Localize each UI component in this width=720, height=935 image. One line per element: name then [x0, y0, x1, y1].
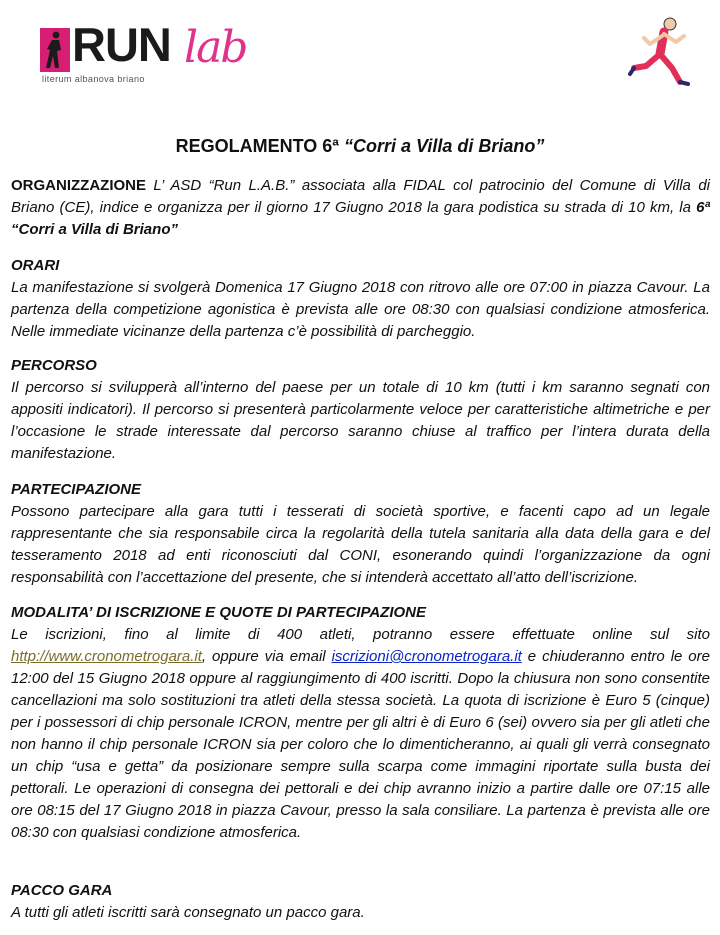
title-prefix: REGOLAMENTO 6ª	[175, 136, 344, 156]
iscrizione-text-before: Le iscrizioni, fino al limite di 400 atleti, potranno essere effettuate online sul sito	[11, 626, 710, 643]
logo-tagline: literum albanova briano	[42, 74, 145, 84]
organizzazione-label: ORGANIZZAZIONE	[11, 177, 146, 194]
partecipazione-heading: PARTECIPAZIONE	[11, 481, 142, 498]
percorso-heading: PERCORSO	[11, 357, 97, 374]
pacco-heading: PACCO GARA	[11, 882, 113, 899]
runlab-logo	[40, 18, 250, 88]
logo-lab-text: lab	[184, 22, 247, 73]
section-percorso	[11, 355, 710, 465]
percorso-text: Il percorso si svilupperà all’interno del paese per un totale di 10 km (tutti i km saranno segnati con appositi indicatori). Il percorso si presenterà particolarmente veloce per caratteristiche altimetriche e per l’occasione le strade interessate dal percorso saranno chiuse al traffico per l’intera durata della manifestazione.	[11, 379, 710, 462]
cronometrogara-site-link[interactable]: http://www.cronometrogara.it	[11, 648, 202, 665]
orari-text: La manifestazione si svolgerà Domenica 17 Giugno 2018 con ritrovo alle ore 07:00 in piazza Cavour. La partenza della competizione agonistica è prevista alle ore 08:30 con qualsiasi condizione atmosferica. Nelle immediate vicinanze della partenza c’è possibilità di parcheggio.	[11, 279, 710, 340]
orari-heading: ORARI	[11, 257, 60, 274]
section-pacco-gara	[11, 880, 710, 924]
iscrizione-text-middle: , oppure via email	[201, 648, 332, 665]
page-title	[0, 135, 720, 157]
section-partecipazione	[11, 479, 710, 589]
section-organizzazione	[11, 175, 710, 241]
partecipazione-text: Possono partecipare alla gara tutti i tesserati di società sportive, e facenti capo ad un legale rappresentante che sia responsabile circa la regolarità della tutela sanitaria alla data della gara e del tesseramento 2018 ad enti riconosciuti dal CONI, esonerando quindi l’organizzazione da ogni responsabilità con l’accettazione del presente, che si intenderà accettato all’atto dell’iscrizione.	[11, 503, 710, 586]
organizzazione-event: 6ª “Corri a Villa di Briano”	[11, 199, 710, 238]
iscrizione-heading: MODALITA’ DI ISCRIZIONE E QUOTE DI PARTECIPAZIONE	[11, 604, 427, 621]
title-event: “Corri a Villa di Briano”	[343, 136, 545, 156]
logo-run-text: RUN	[72, 18, 171, 71]
pacco-text: A tutti gli atleti iscritti sarà consegnato un pacco gara.	[11, 904, 365, 921]
runner-figure-icon	[40, 28, 70, 72]
section-orari	[11, 255, 710, 343]
running-man-icon	[620, 12, 702, 94]
organizzazione-text: L’ ASD “Run L.A.B.” associata alla FIDAL col patrocinio del Comune di Villa di Briano (CE), indice e organizza per il giorno 17 Giugno 2018 la gara podistica su strada di 10 km, la	[11, 177, 710, 216]
section-iscrizione	[11, 602, 710, 844]
iscrizioni-email-link[interactable]: iscrizioni@cronometrogara.it	[331, 648, 522, 665]
iscrizione-text-after: e chiuderanno entro le ore 12:00 del 15 Giugno 2018 oppure al raggiungimento di 400 iscritti. Dopo la chiusura non sono consentite cancellazioni ma solo sostituzioni tra atleti della stessa società. La quota di iscrizione è Euro 5 (cinque) per i possessori di chip personale ICRON, mentre per gli altri è di Euro 6 (sei) ovvero sia per gli atleti che non hanno il chip personale ICRON sia per coloro che lo dimenticheranno, ai quali gli verrà consegnato un chip “usa e getta” da posizionare sempre sulla scarpa come immagini riportate sulla busta dei pettorali. Le operazioni di consegna dei pettorali e dei chip avranno inizio a partire dalle ore 07:15 alle ore 08:15 del 17 Giugno 2018 in piazza Cavour, presso la sala consiliare. La partenza è prevista alle ore 08:30 con qualsiasi condizione atmosferica.	[11, 648, 710, 841]
